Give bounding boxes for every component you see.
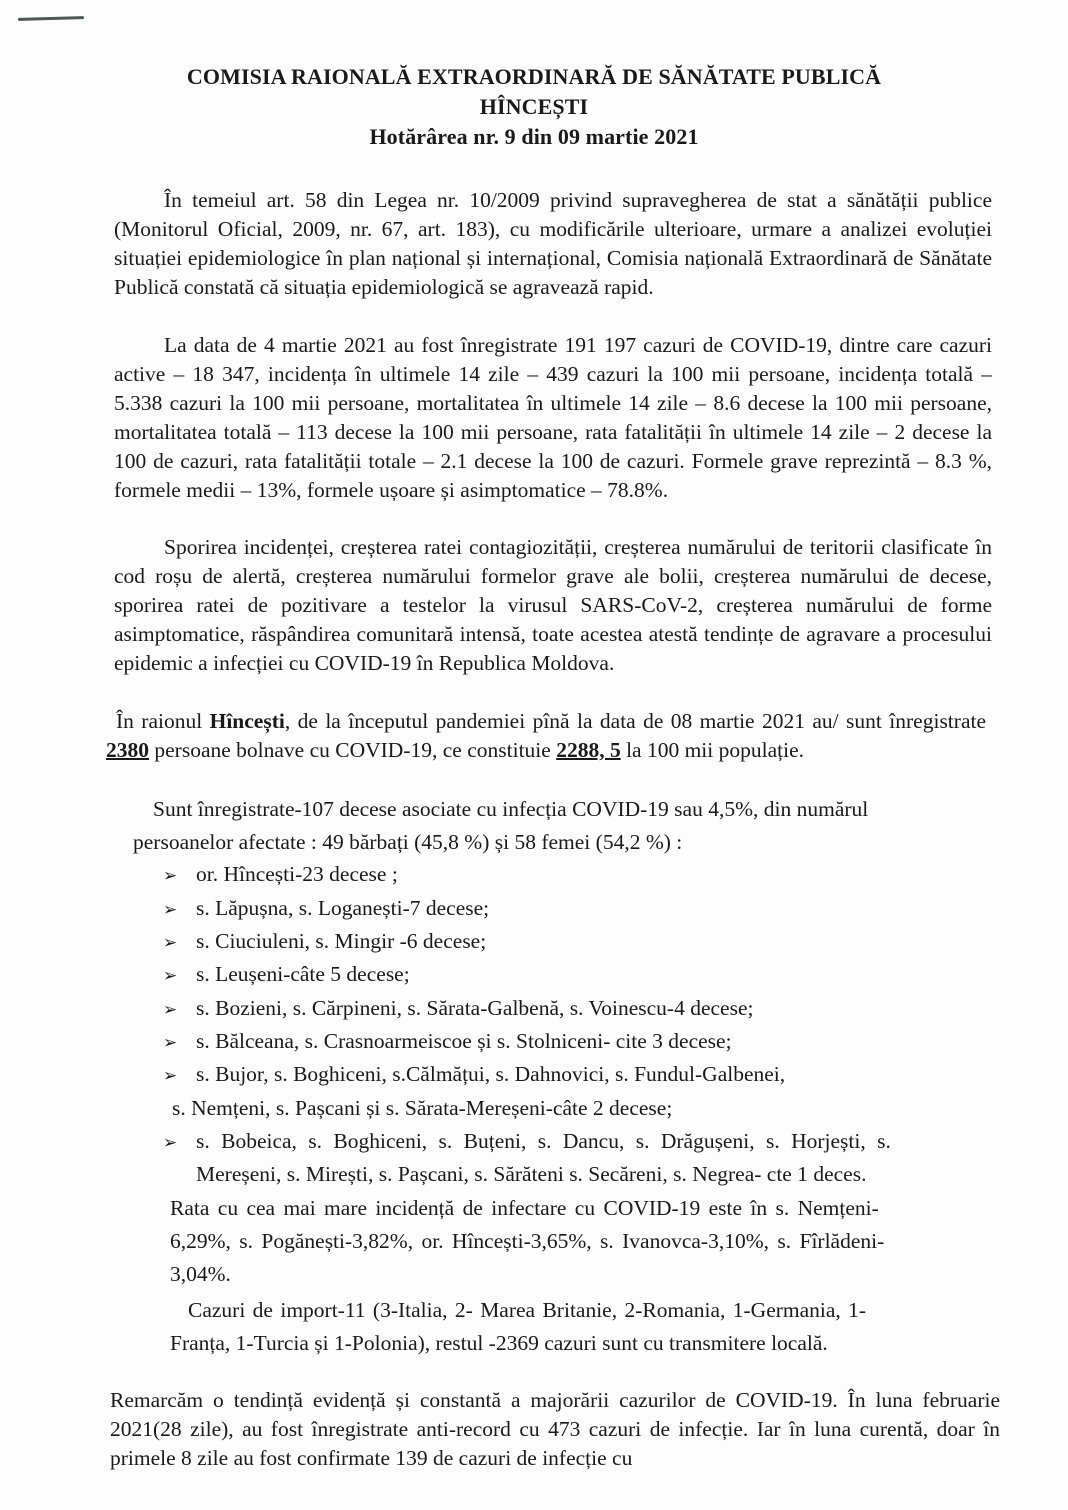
arrow-bullet-icon: ➢ (163, 900, 178, 920)
incidence-line1: Rata cu cea mai mare incidență de infectare cu COVID-19 este în s. Nemțeni- (170, 1196, 879, 1220)
imports-line1: Cazuri de import-11 (3-Italia, 2- Marea Britanie, 2-Romania, 1-Germania, 1- (188, 1298, 867, 1322)
paragraph-district-cases (106, 707, 986, 765)
district-text-mid1: , de la începutul pandemiei pînă la data de 08 martie 2021 au/ sunt înregistrate (284, 709, 986, 733)
arrow-bullet-icon: ➢ (163, 1133, 178, 1153)
list-item-text: s. Bobeica, s. Boghiceni, s. Buțeni, s. Dancu, s. Drăgușeni, s. Horjești, s. (196, 1129, 891, 1153)
deaths-list-item (163, 1027, 732, 1058)
district-text-post: la 100 mii populație. (620, 738, 805, 762)
document-header (0, 62, 1068, 152)
rate-per-100k-value: 2288, 5 (556, 738, 621, 762)
incidence-line3: 3,04%. (170, 1262, 231, 1286)
deaths-list-item (163, 1127, 1003, 1158)
list-item-text: s. Ciuciuleni, s. Mingir -6 decese; (196, 929, 487, 953)
list-item-text: s. Bălceana, s. Crasnoarmeiscoe și s. Stolniceni- cite 3 decese; (196, 1029, 732, 1053)
imports-line2: Franța, 1-Turcia și 1-Polonia), restul -2369 cazuri sunt cu transmitere locală. (170, 1331, 828, 1355)
total-cases-value: 2380 (106, 738, 149, 762)
paragraph-legal-basis: În temeiul art. 58 din Legea nr. 10/2009 privind supravegherea de stat a sănătății publice (Monitorul Oficial, 2009, nr. 67, art. 183), cu modificările ulterioare, urmare a analizei evoluției situației epidemiologice în plan național și internațional, Comisia națională Extraordinară de Sănătate Publică constată că situația epidemiologică se agravează rapid. (114, 188, 992, 299)
arrow-bullet-icon: ➢ (163, 966, 178, 986)
district-text-pre: În raionul (116, 709, 210, 733)
deaths-summary-line1: Sunt înregistrate-107 decese asociate cu infecția COVID-19 sau 4,5%, din numărul (153, 797, 869, 821)
list-item-text: s. Bujor, s. Boghiceni, s.Călmățui, s. Dahnovici, s. Fundul-Galbenei, (196, 1062, 786, 1086)
district-text-mid2: persoane bolnave cu COVID-19, ce constituie (149, 738, 557, 762)
incidence-line2: 6,29%, s. Pogănești-3,82%, or. Hîncești-3,65%, s. Ivanovca-3,10%, s. Fîrlădeni- (170, 1229, 885, 1253)
arrow-bullet-icon: ➢ (163, 1066, 178, 1086)
list-item-text: s. Lăpușna, s. Loganești-7 decese; (196, 896, 490, 920)
arrow-bullet-icon: ➢ (163, 1000, 178, 1020)
deaths-list-item (163, 894, 489, 925)
commission-title: COMISIA RAIONALĂ EXTRAORDINARĂ DE SĂNĂTATE PUBLICĂ (186, 64, 882, 89)
district-name-bold: Hîncești (209, 709, 285, 733)
deaths-list-item-continuation: s. Nemțeni, s. Pașcani și s. Sărata-Mereșeni-câte 2 decese; (172, 1096, 673, 1120)
deaths-list-item (163, 860, 398, 891)
deaths-list-item-continuation: Mereșeni, s. Mirești, s. Pașcani, s. Sărăteni s. Secăreni, s. Negrea- cte 1 deces. (196, 1162, 867, 1186)
list-item-text: s. Bozieni, s. Cărpineni, s. Sărata-Galbenă, s. Voinescu-4 decese; (196, 996, 754, 1020)
list-item-text: s. Leușeni-câte 5 decese; (196, 962, 410, 986)
paragraph-national-stats: La data de 4 martie 2021 au fost înregistrate 191 197 cazuri de COVID-19, dintre care cazuri active – 18 347, incidența în ultimele 14 zile – 439 cazuri la 100 mii persoane, incidența totală – 5.338 cazuri la 100 mii persoane, mortalitatea în ultimele 14 zile – 8.6 decese la 100 mii persoane, mortalitatea totală – 113 decese la 100 mii persoane, rata fatalității în ultimele 14 zile – 2 decese la 100 de cazuri, rata fatalității totale – 2.1 decese la 100 de cazuri. Formele grave reprezintă – 8.3 %, formele medii – 13%, formele ușoare și asimptomatice – 78.8%. (114, 333, 992, 502)
paragraph-closing: Remarcăm o tendință evidență și constantă a majorării cazurilor de COVID-19. În luna februarie 2021(28 zile), au fost înregistrate anti-record cu 473 cazuri de infecție. Iar în luna curentă, doar în primele 8 zile au fost confirmate 139 de cazuri de infecție cu (110, 1388, 1000, 1470)
deaths-list-item (163, 960, 410, 991)
arrow-bullet-icon: ➢ (163, 1033, 178, 1053)
decision-title: Hotărârea nr. 9 din 09 martie 2021 (369, 124, 699, 149)
arrow-bullet-icon: ➢ (163, 866, 178, 886)
district-name: HÎNCEȘTI (479, 94, 589, 119)
deaths-list-item (163, 994, 753, 1025)
deaths-list-item (163, 927, 486, 958)
trends-text: Sporirea incidenței, creșterea ratei contagiozității, creșterea numărului de teritorii clasificate în cod roșu de alertă, creșterea numărului formelor grave ale bolii, creșterea numărului de decese, sporirea ratei de pozitivare a testelor la virusul SARS-CoV-2, creșterea numărului de forme asimptomatice, răspândirea comunitară intensă, toate acestea atestă tendințe de agravare a procesului epidemic a infecției cu COVID-19 în Republica Moldova. (114, 535, 992, 675)
deaths-list-item (163, 1060, 785, 1091)
deaths-summary-line2: persoanelor afectate : 49 bărbați (45,8 %) și 58 femei (54,2 %) : (133, 830, 683, 854)
arrow-bullet-icon: ➢ (163, 933, 178, 953)
list-item-text: or. Hîncești-23 decese ; (196, 862, 398, 886)
paragraph-trends (114, 533, 992, 678)
